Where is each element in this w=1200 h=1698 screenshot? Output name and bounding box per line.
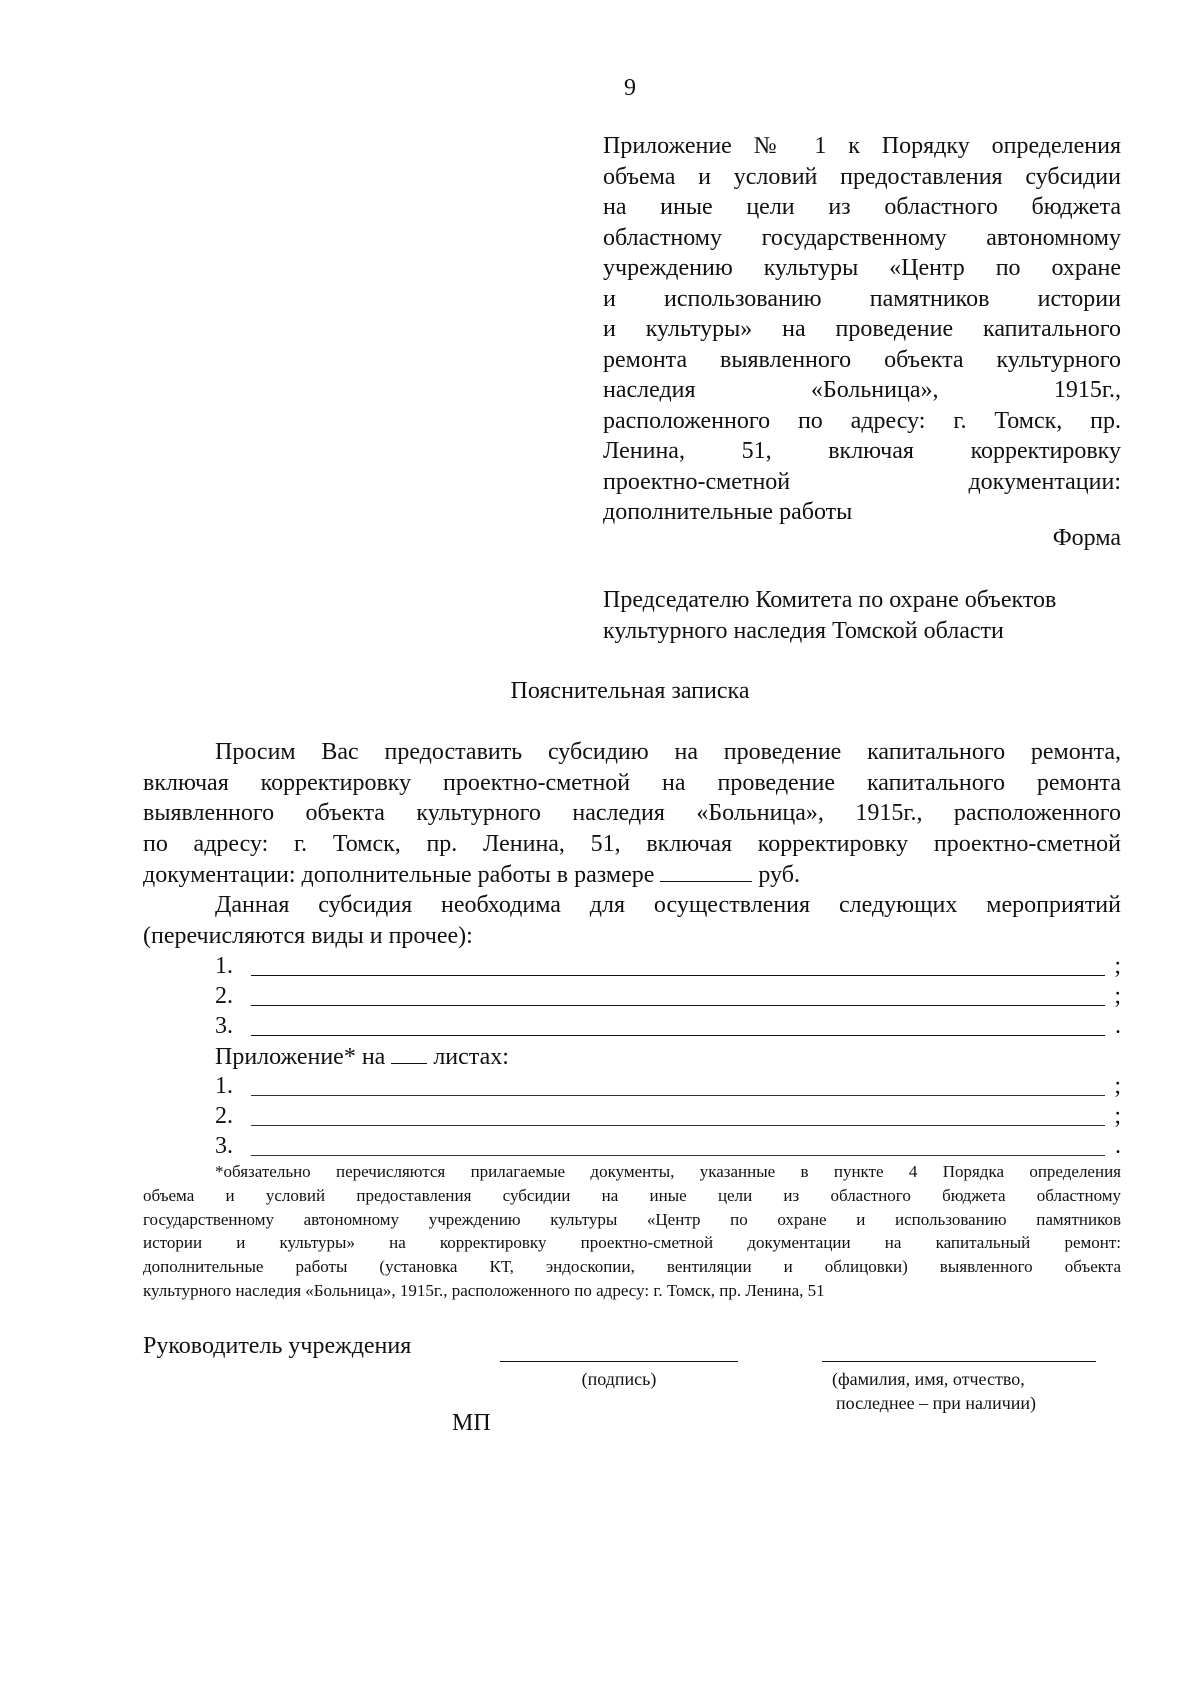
footnote-line: государственному автономному учреждению культуры «Центр по охране и использованию памятников — [143, 1209, 1121, 1229]
signature-caption: (подпись) — [581, 1369, 657, 1389]
full-name-caption-line: последнее – при наличии) — [836, 1393, 1037, 1413]
attachments-prefix: Приложение* на — [215, 1044, 386, 1070]
signature-label: Руководитель учреждения — [143, 1333, 412, 1359]
footnote-line: дополнительные работы (установка КТ, эндоскопии, вентиляции и облицовки) выявленного объекта — [143, 1257, 1121, 1277]
item-number: 2. — [215, 1103, 233, 1129]
amount-prefix: документации: дополнительные работы в размере — [143, 862, 655, 888]
amount-blank[interactable] — [660, 859, 752, 882]
page-number: 9 — [624, 75, 636, 101]
appendix-line: на иные цели из областного бюджета — [603, 194, 1121, 220]
full-name-caption-line: (фамилия, имя, отчество, — [832, 1369, 1025, 1389]
item-blank-line[interactable] — [251, 1155, 1105, 1156]
paragraph-line: Просим Вас предоставить субсидию на проведение капитального ремонта, — [215, 739, 1121, 765]
attachment-item — [215, 1101, 1121, 1131]
recipient-line: Председателю Комитета по охране объектов — [603, 587, 1057, 613]
appendix-line: расположенного по адресу: г. Томск, пр. — [603, 407, 1121, 434]
paragraph-line: (перечисляются виды и прочее): — [143, 922, 473, 949]
item-number: 1. — [215, 1073, 233, 1099]
signature-blank-line[interactable] — [500, 1361, 738, 1362]
full-name-blank-line[interactable] — [822, 1361, 1096, 1362]
request-paragraph — [143, 737, 1121, 890]
appendix-line: учреждению культуры «Центр по охране — [603, 255, 1121, 281]
attachment-item — [215, 1131, 1121, 1161]
item-number: 1. — [215, 953, 233, 979]
form-label: Форма — [1052, 525, 1121, 551]
activity-item — [215, 951, 1121, 981]
attachments-suffix: листах: — [433, 1044, 509, 1070]
footnote-line: истории и культуры» на корректировку проектно-сметной документации на капитальный ремонт: — [143, 1233, 1121, 1253]
item-blank-line[interactable] — [251, 1125, 1105, 1126]
paragraph-last-line — [143, 859, 1121, 890]
amount-suffix: руб. — [758, 862, 800, 888]
appendix-line: объема и условий предоставления субсидии — [603, 163, 1121, 190]
document-title: Пояснительная записка — [510, 678, 750, 704]
appendix-header — [603, 131, 1121, 528]
item-number: 3. — [215, 1013, 233, 1039]
full-name-caption — [832, 1367, 1036, 1415]
item-terminator: ; — [1114, 953, 1121, 979]
appendix-line: Ленина, 51, включая корректировку — [603, 438, 1121, 464]
paragraph-line: Данная субсидия необходима для осуществления следующих мероприятий — [215, 892, 1121, 918]
item-terminator: . — [1115, 1133, 1121, 1159]
purpose-paragraph — [143, 890, 1121, 951]
footnote-line: *обязательно перечисляются прилагаемые документы, указанные в пункте 4 Порядка определения — [215, 1162, 1121, 1181]
appendix-line: областному государственному автономному — [603, 224, 1121, 251]
paragraph-line: по адресу: г. Томск, пр. Ленина, 51, включая корректировку проектно-сметной — [143, 830, 1121, 857]
appendix-line: и культуры» на проведение капитального — [603, 316, 1121, 342]
stamp-placeholder: МП — [452, 1410, 491, 1436]
footnote-line: объема и условий предоставления субсидии на иные цели из областного бюджета областному — [143, 1185, 1121, 1205]
appendix-line: и использованию памятников истории — [603, 285, 1121, 312]
attachments-label — [215, 1041, 509, 1072]
appendix-line: дополнительные работы — [603, 499, 853, 525]
item-number: 3. — [215, 1133, 233, 1159]
footnote — [143, 1160, 1121, 1303]
appendix-line: Приложение № 1 к Порядку определения — [603, 133, 1121, 159]
paragraph-line: выявленного объекта культурного наследия «Больница», 1915г., расположенного — [143, 800, 1121, 826]
recipient-line: культурного наследия Томской области — [603, 618, 1004, 644]
item-blank-line[interactable] — [251, 975, 1105, 976]
footnote-line: культурного наследия «Больница», 1915г., расположенного по адресу: г. Томск, пр. Ленина, 51 — [143, 1280, 825, 1300]
appendix-line: проектно-сметной документации: — [603, 468, 1121, 495]
item-blank-line[interactable] — [251, 1095, 1105, 1096]
item-terminator: ; — [1114, 1073, 1121, 1099]
activity-item — [215, 1011, 1121, 1041]
item-terminator: ; — [1114, 983, 1121, 1009]
item-blank-line[interactable] — [251, 1005, 1105, 1006]
appendix-line: наследия «Больница», 1915г., — [603, 377, 1121, 403]
sheets-count-blank[interactable] — [391, 1041, 427, 1064]
appendix-line: ремонта выявленного объекта культурного — [603, 346, 1121, 373]
item-number: 2. — [215, 983, 233, 1009]
attachment-item — [215, 1071, 1121, 1101]
paragraph-line: включая корректировку проектно-сметной на проведение капитального ремонта — [143, 769, 1121, 796]
activity-item — [215, 981, 1121, 1011]
recipient-block — [603, 585, 1133, 647]
item-terminator: . — [1115, 1013, 1121, 1039]
item-blank-line[interactable] — [251, 1035, 1105, 1036]
item-terminator: ; — [1114, 1103, 1121, 1129]
